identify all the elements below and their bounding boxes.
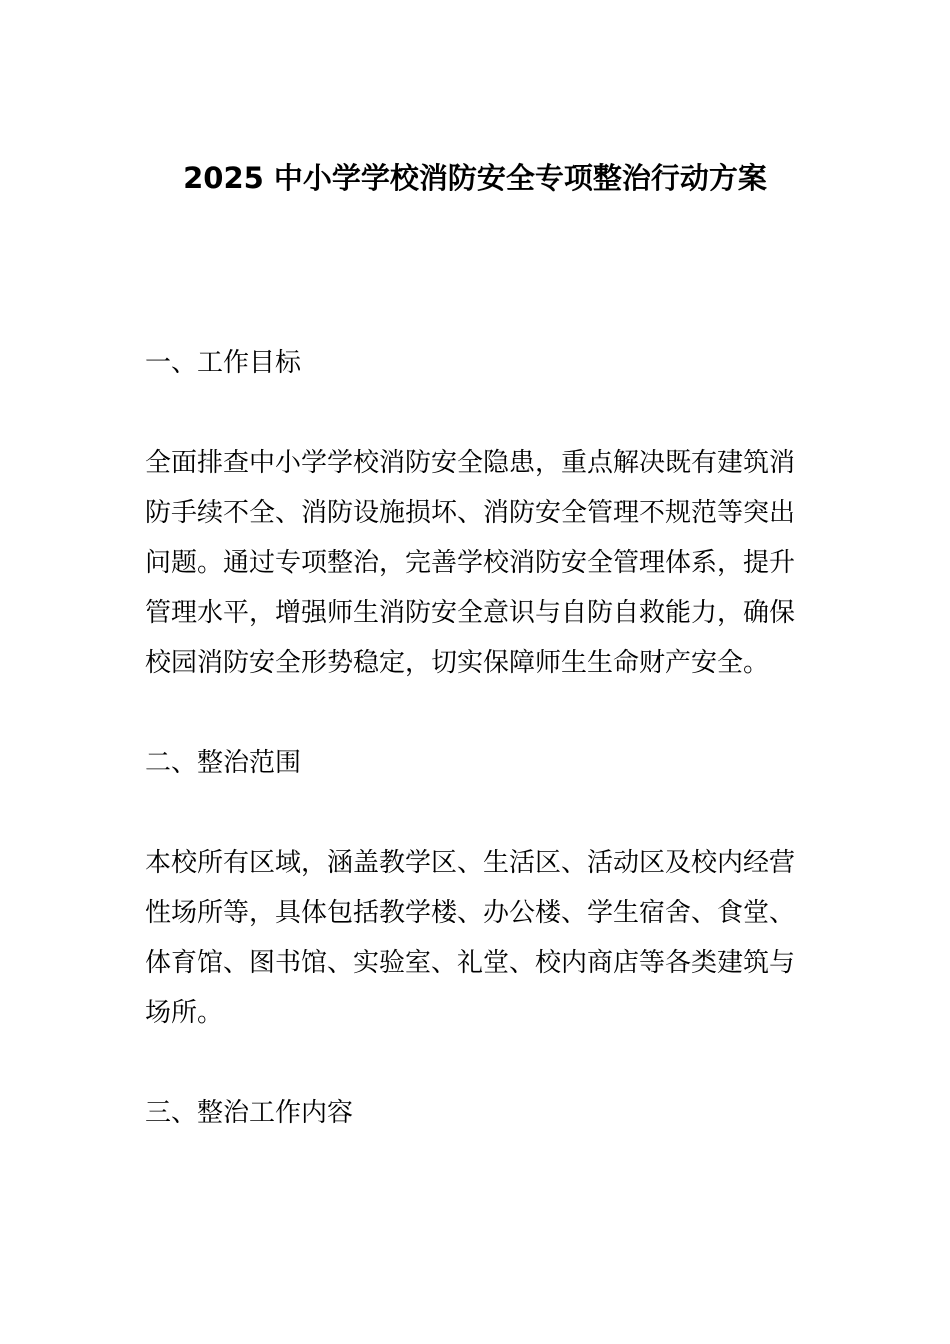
document-body (145, 338, 815, 1138)
spacer (145, 688, 815, 738)
spacer (145, 788, 815, 838)
spacer (145, 388, 815, 438)
spacer (145, 1038, 815, 1088)
section-heading-content: 三、整治工作内容 (145, 1098, 354, 1128)
document-title: 2025 中小学学校消防安全专项整治行动方案 (183, 161, 767, 195)
section-body-goals: 全面排查中小学学校消防安全隐患，重点解决既有建筑消 防手续不全、消防设施损坏、消防安全管理不规范等突出 问题。通过专项整治，完善学校消防安全管理体系，提升 管理水平，增强师生消防安全意识与自防自救能力，确保 校园消防安全形势稳定，切实保障师生生命财产安全。 (145, 448, 796, 678)
section-heading-goals: 一、工作目标 (145, 348, 302, 378)
section-heading-scope: 二、整治范围 (145, 748, 302, 778)
section-body-scope: 本校所有区域，涵盖教学区、生活区、活动区及校内经营 性场所等，具体包括教学楼、办公楼、学生宿舍、食堂、 体育馆、图书馆、实验室、礼堂、校内商店等各类建筑与 场所。 (145, 848, 796, 1028)
